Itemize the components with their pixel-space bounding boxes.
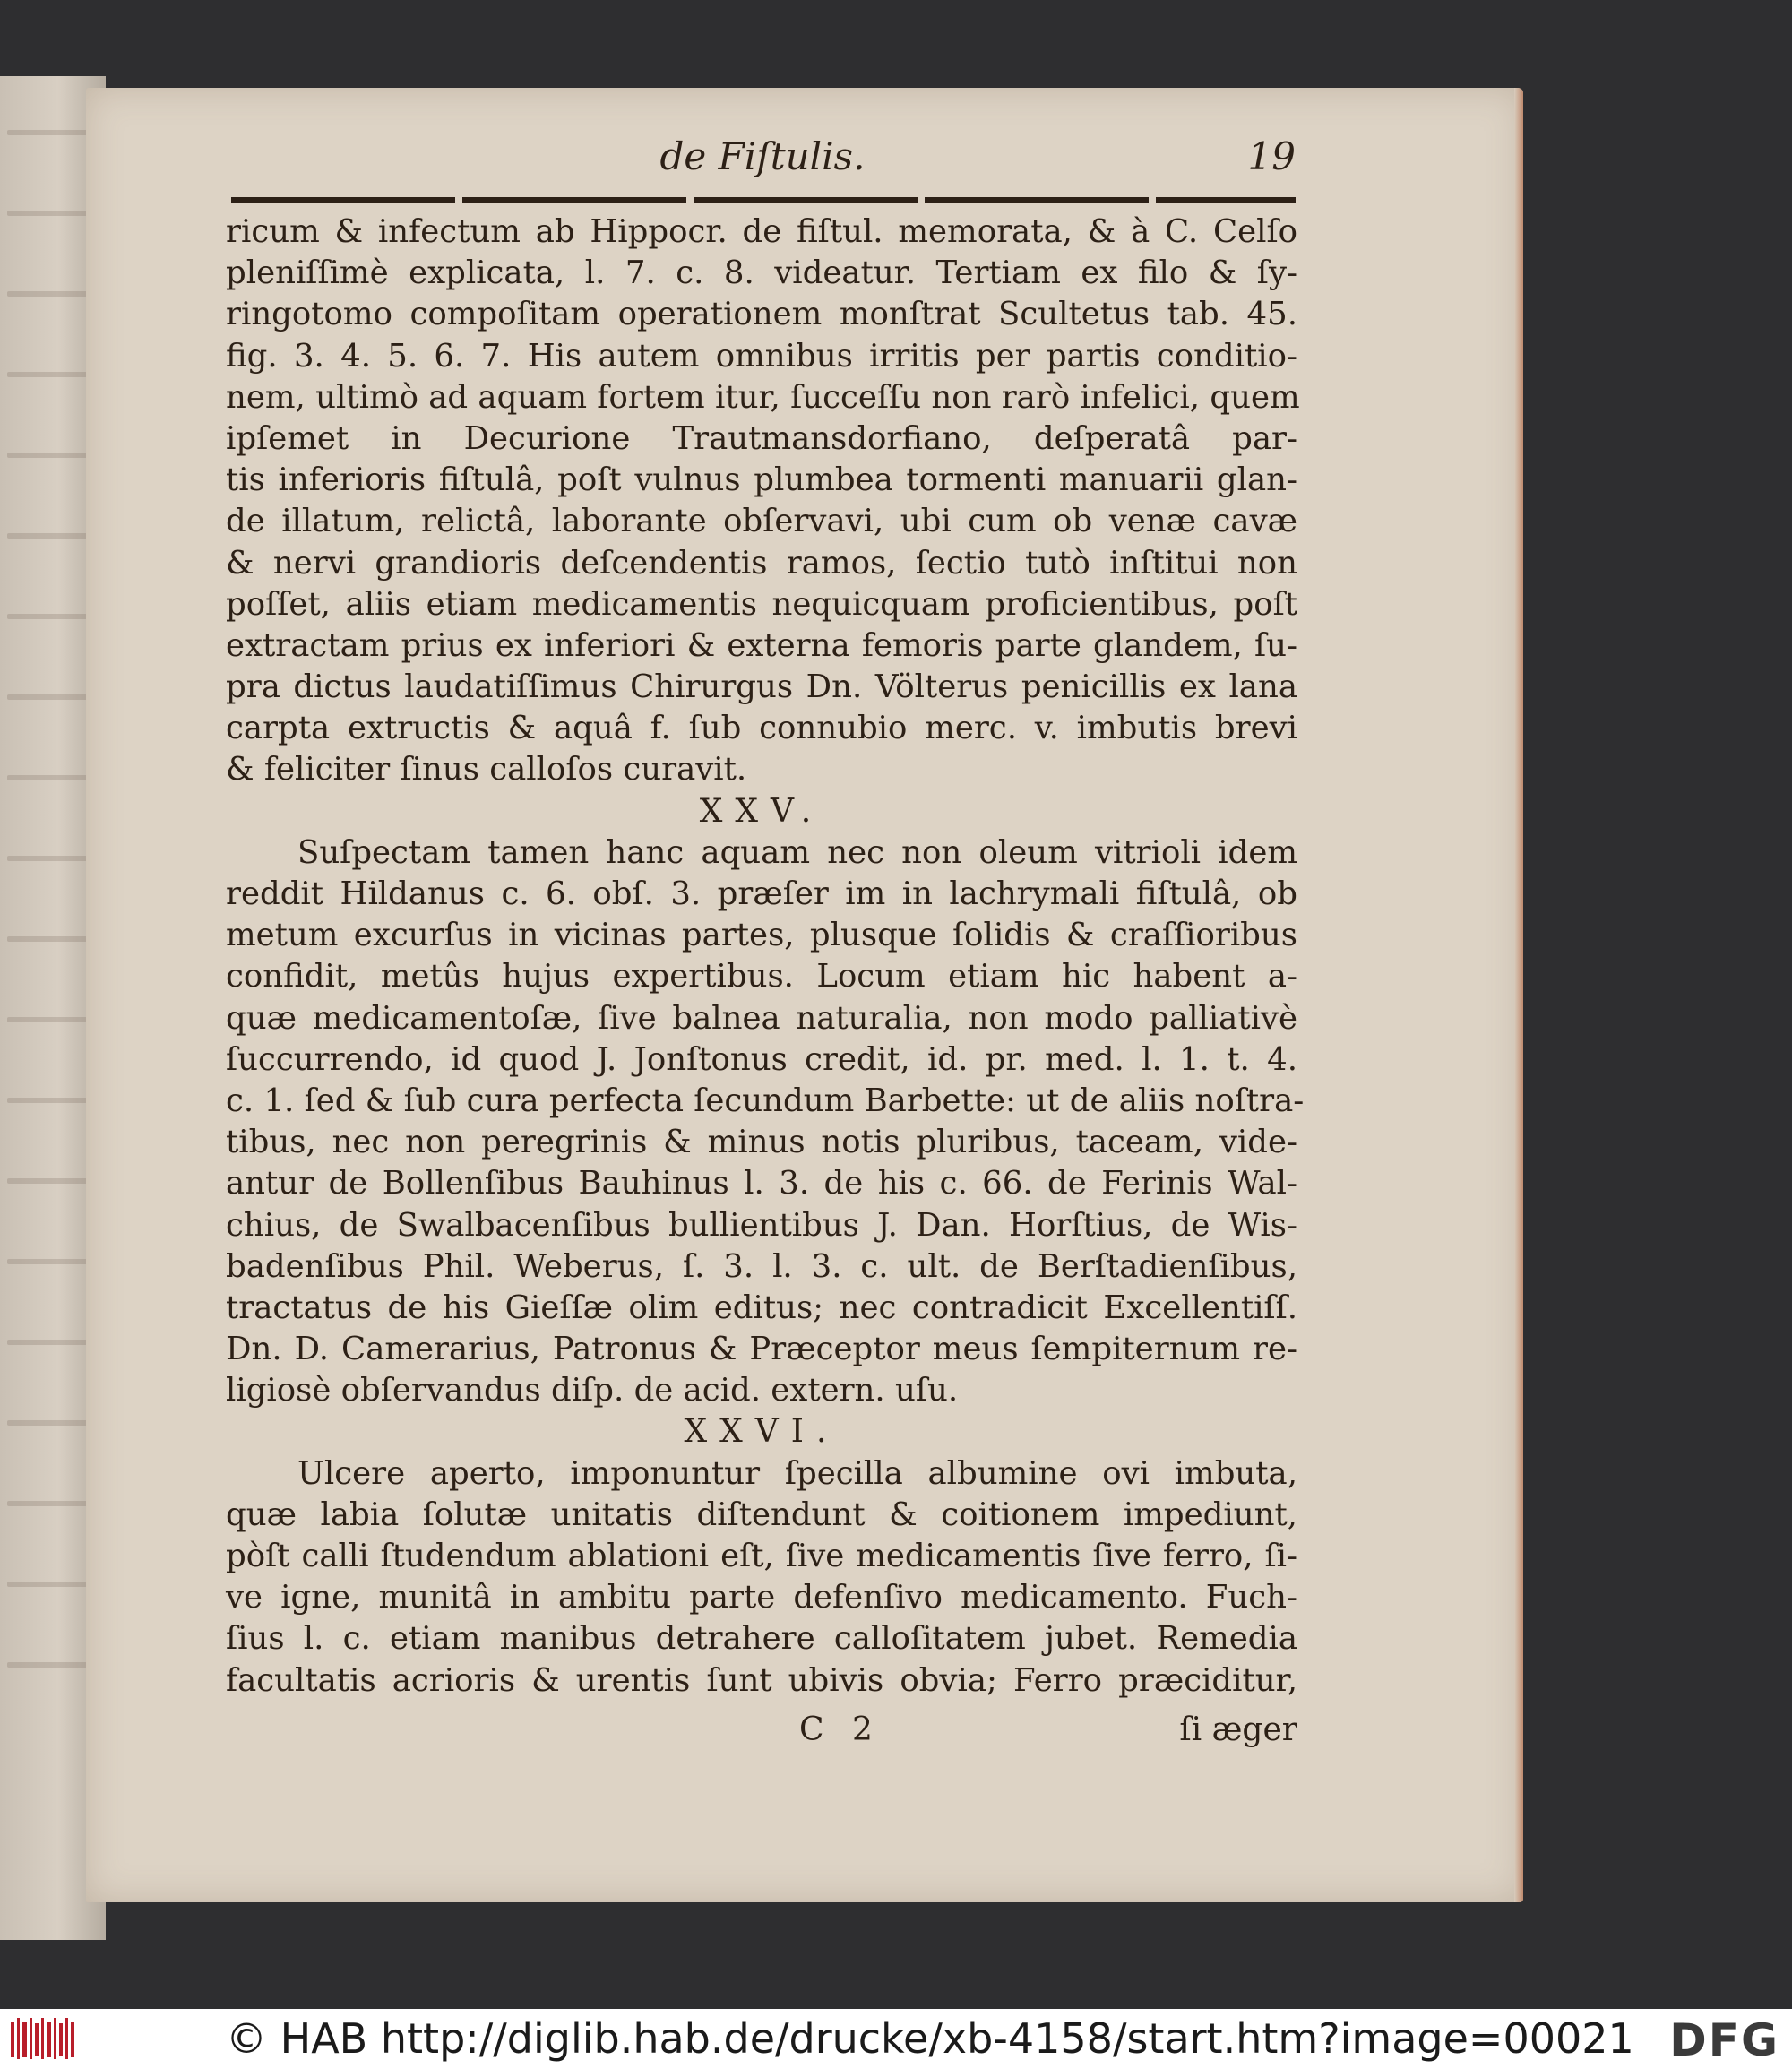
text-line: antur de Bollenſibus Bauhinus l. 3. de his c. 66. de Ferinis Wal- (226, 1165, 1297, 1203)
text-line: pleniſſimè explicata, l. 7. c. 8. videatur. Tertiam ex filo & ſy- (226, 254, 1297, 292)
section-heading: XXV. (699, 792, 824, 830)
text-line: chius, de Swalbacenſibus bullientibus J. Dan. Horſtius, de Wis- (226, 1206, 1297, 1244)
text-line: carpta extructis & aquâ f. ſub connubio merc. v. imbutis brevi (226, 710, 1297, 747)
text-line: ricum & infectum ab Hippocr. de fiſtul. memorata, & à C. Celſo (226, 213, 1297, 250)
body-text (226, 211, 1305, 1702)
text-line: quæ medicamentoſæ, ſive balnea naturalia, non modo palliativè (226, 999, 1297, 1037)
text-line: reddit Hildanus c. 6. obſ. 3. præſer im in lachrymali fiſtulâ, ob (226, 875, 1297, 912)
book-page (86, 88, 1523, 1902)
text-line: ſuccurrendo, id quod J. Jonſtonus credit, id. pr. med. l. 1. t. 4. (226, 1040, 1297, 1078)
text-line: & nervi grandioris deſcendentis ramos, ſectio tutò inſtitui non (226, 544, 1297, 582)
text-line: Dn. D. Camerarius, Patronus & Præceptor meus ſempiternum re- (226, 1331, 1297, 1368)
text-line: badenſibus Phil. Weberus, ſ. 3. l. 3. c. ult. de Berſtadienſibus, (226, 1247, 1297, 1285)
text-line: quæ labia ſolutæ unitatis diſtendunt & coitionem impediunt, (226, 1496, 1297, 1533)
catchword: ſi æger (1179, 1711, 1297, 1748)
text-line: c. 1. ſed & ſub cura perfecta ſecundum Barbette: ut de aliis noſtra- (226, 1082, 1305, 1119)
dfg-logo: DFG (1669, 2014, 1779, 2066)
text-line: tractatus de his Gieſſæ olim editus; nec contradicit Excellentiſſ. (226, 1289, 1297, 1326)
page-footer (226, 1711, 1297, 1753)
text-line: de illatum, relictâ, laborante obſervavi, ubi cum ob venæ cavæ (226, 503, 1297, 540)
text-line: tibus, nec non peregrinis & minus notis pluribus, taceam, vide- (226, 1124, 1297, 1161)
text-line: extractam prius ex inferiori & externa femoris parte glandem, ſu- (226, 626, 1297, 664)
text-line: facultatis acrioris & urentis ſunt ubivis obvia; Ferro præciditur, (226, 1661, 1297, 1699)
text-line: Ulcere aperto, imponuntur ſpecilla albumine ovi imbuta, (297, 1454, 1297, 1492)
text-line: poſſet, aliis etiam medicamentis nequicquam proficientibus, poſt (226, 585, 1297, 623)
text-line: & feliciter ſinus calloſos curavit. (226, 751, 747, 789)
running-title: de Fiſtulis. (659, 134, 866, 178)
running-head (229, 134, 1296, 188)
barcode-icon (9, 2016, 77, 2061)
text-line: confidit, metûs hujus expertibus. Locum etiam hic habent a- (226, 958, 1297, 996)
text-line: ipſemet in Decurione Trautmansdorfiano, deſperatâ par- (226, 419, 1297, 457)
text-line: ringotomo compoſitam operationem monſtrat Scultetus tab. 45. (226, 296, 1297, 333)
text-line: ve igne, munitâ in ambitu parte defenſivo medicamento. Fuch- (226, 1579, 1297, 1616)
text-line: Suſpectam tamen hanc aquam nec non oleum vitrioli idem (297, 833, 1297, 871)
text-line: nem, ultimò ad aquam fortem itur, ſucceſſu non rarò infelici, quem (226, 378, 1300, 416)
copyright-link[interactable]: © HAB http://diglib.hab.de/drucke/xb-4158/start.htm?image=00021 (226, 2014, 1634, 2063)
page-edge (1514, 88, 1523, 1902)
attribution-bar (0, 2009, 1792, 2069)
signature-mark: C 2 (799, 1711, 882, 1748)
text-line: ſius l. c. etiam manibus detrahere calloſitatem jubet. Remedia (226, 1620, 1297, 1658)
text-line: metum excurſus in vicinas partes, plusque ſolidis & craſſioribus (226, 917, 1297, 954)
text-line: pra dictus laudatiſſimus Chirurgus Dn. Völterus penicillis ex lana (226, 668, 1297, 706)
page-number: 19 (1247, 134, 1296, 178)
text-line: pòſt calli ſtudendum ablationi eſt, ſive medicamentis ſive ferro, ſi- (226, 1538, 1297, 1574)
text-line: fig. 3. 4. 5. 6. 7. His autem omnibus irritis per partis conditio- (226, 337, 1297, 375)
section-heading: XXVI. (684, 1413, 840, 1451)
text-line: tis inferioris fiſtulâ, poſt vulnus plumbea tormenti manuarii glan- (226, 461, 1297, 499)
text-line: ligiosè obſervandus diſp. de acid. extern. uſu. (226, 1372, 959, 1410)
head-rule (231, 197, 1296, 203)
